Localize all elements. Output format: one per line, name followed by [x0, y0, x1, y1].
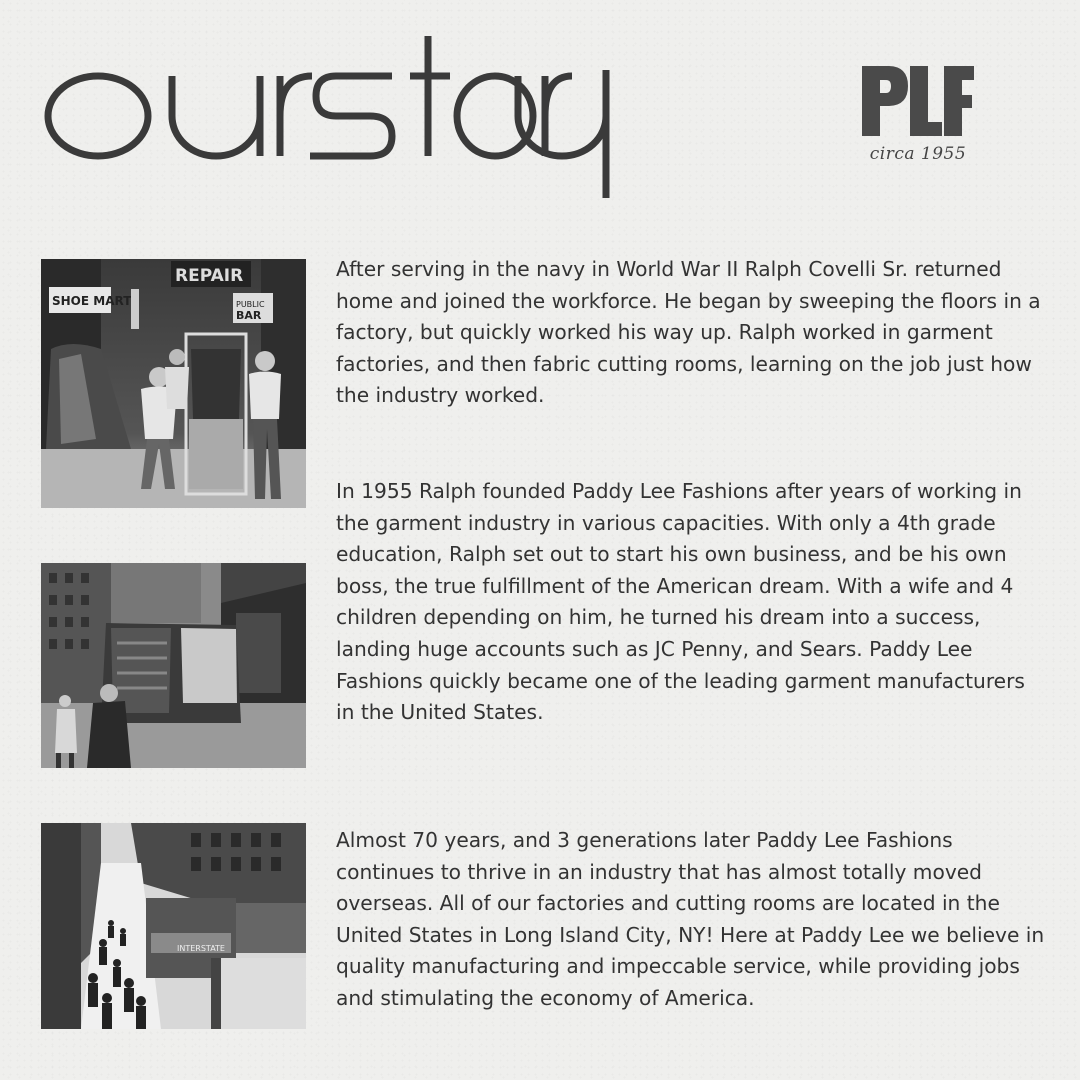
historic-photo-garment-district-street [41, 823, 306, 1029]
story-paragraph-3: Almost 70 years, and 3 generations later Paddy Lee Fashions continues to thrive in an industry that has almost totally moved overseas. All of our factories and cutting rooms are located in the United States in Long Island City, NY! Here at Paddy Lee we believe in quality manufacturing and impeccable service, while providing jobs and stimulating the economy of America. [336, 828, 1045, 1010]
page-title [40, 30, 620, 205]
svg-text:INTERSTATE: INTERSTATE [177, 944, 225, 953]
logo-tagline: circa 1955 [869, 144, 967, 164]
svg-text:PUBLIC: PUBLIC [236, 300, 265, 309]
svg-text:SHOE MART: SHOE MART [52, 294, 132, 308]
historic-photo-street-garment-racks [41, 259, 306, 508]
svg-text:REPAIR: REPAIR [175, 266, 244, 286]
story-paragraph-1: After serving in the navy in World War II Ralph Covelli Sr. returned home and joined the workforce. He began by sweeping the floors in a factory, but quickly worked his way up. Ralph worked in garment factories, and then fabric cutting rooms, learning on the job just how the industry worked. [336, 257, 1041, 408]
historic-photo-garment-cart-pusher [41, 563, 306, 768]
svg-text:BAR: BAR [236, 309, 262, 322]
story-paragraph-2: In 1955 Ralph founded Paddy Lee Fashions after years of working in the garment industry in various capacities. With only a 4th grade education, Ralph set out to start his own business, and be his own boss, the true fulfillment of the American dream. With a wife and 4 children depending on him, he turned his dream into a success, landing huge accounts such as JC Penny, and Sears. Paddy Lee Fashions quickly became one of the leading garment manufacturers in the United States. [336, 479, 1025, 725]
